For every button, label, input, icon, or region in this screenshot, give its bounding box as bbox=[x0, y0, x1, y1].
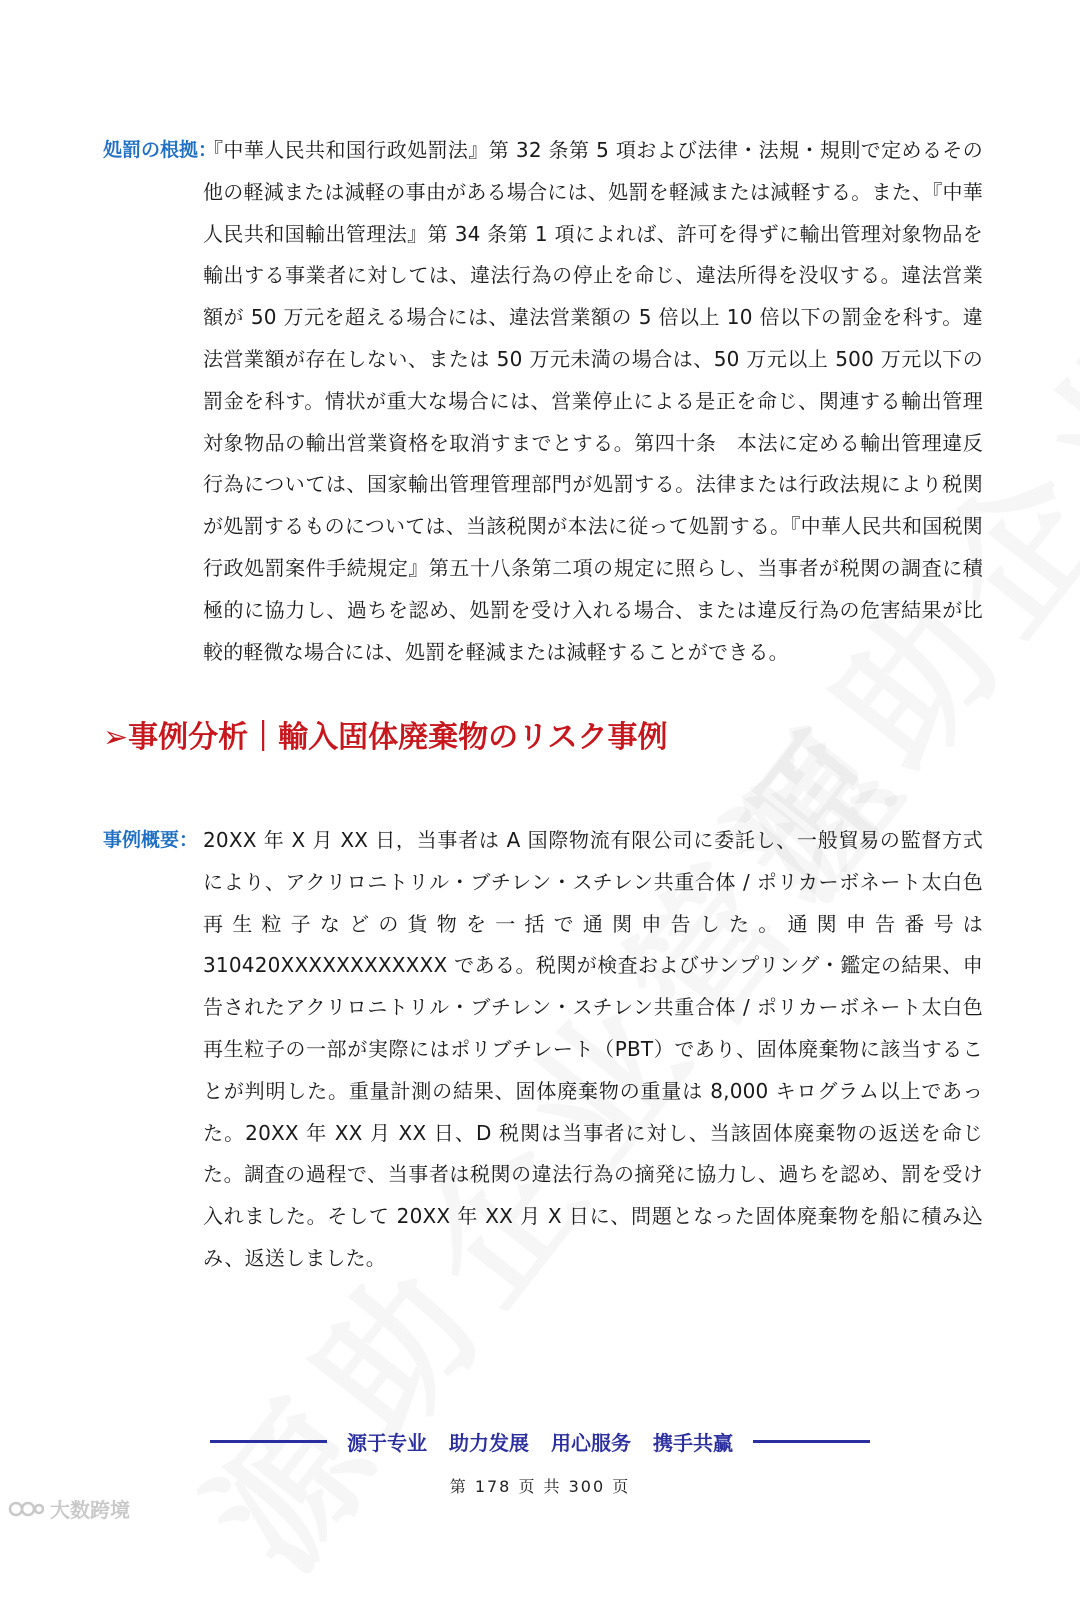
slogan-item: 源于专业 bbox=[347, 1430, 427, 1455]
penalty-basis-label: 処罰の根拠： bbox=[103, 139, 218, 161]
brand-name: 大数跨境 bbox=[50, 1498, 130, 1522]
slogan-item: 携手共赢 bbox=[653, 1430, 733, 1455]
penalty-basis-text: 『中華人民共和国行政処罰法』第 32 条第 5 項および法律・法規・規則で定めるその他の軽減または減軽の事由がある場合には、処罰を軽減または減軽する。また、『中華人民共和国輸出管理法』第 34 条第 1 項によれば、許可を得ずに輸出管理対象物品を輸出する事業者に対しては、違法行為の停止を命じ、違法所得を没収する。違法営業額が 50 万元を超える場合には、違法営業額の 5 倍以上 10 倍以下の罰金を科す。違法営業額が存在しない、または 50 万元未満の場合は、50 万元以上 500 万元以下の罰金を科す。情状が重大な場合には、営業停止による是正を命じ、関連する輸出管理対象物品の輸出営業資格を取消すまでとする。第四十条 本法に定める輸出管理違反行為については、国家輸出管理管理部門が処罰する。法律または行政法規により税関が処罰するものについては、当該税関が本法に従って処罰する。『中華人民共和国税関行政処罰案件手続規定』第五十八条第二項の規定に照らし、当事者が税関の調査に積極的に協力し、過ちを認め、処罰を受け入れる場合、または違反行為の危害結果が比較的軽微な場合には、処罰を軽減または減軽することができる。 bbox=[203, 138, 983, 664]
slogan-list bbox=[347, 1427, 733, 1456]
slogan-item: 用心服务 bbox=[551, 1430, 631, 1455]
penalty-basis-section bbox=[103, 130, 983, 673]
brand-logo-icon bbox=[8, 1498, 44, 1520]
brand-mark bbox=[8, 1494, 130, 1523]
case-summary-text: 20XX 年 X 月 XX 日，当事者は A 国際物流有限公司に委託し、一般貿易の監督方式により、アクリロニトリル・ブチレン・スチレン共重合体 / ポリカーボネート太白色再生粒子などの貨物を一括で通関申告した。通関申告番号は 310420XXXXXXXXXXXX である。税関が検査およびサンプリング・鑑定の結果、申告されたアクリロニトリル・ブチレン・スチレン共重合体 / ポリカーボネート太白色再生粒子の一部が実際にはポリブチレート（PBT）であり、固体廃棄物に該当することが判明した。重量計測の結果、固体廃棄物の重量は 8,000 キログラム以上であった。20XX 年 XX 月 XX 日、D 税関は当事者に対し、当該固体廃棄物の返送を命じた。調査の過程で、当事者は税関の違法行為の摘発に協力し、過ちを認め、罰を受け入れました。そして 20XX 年 XX 月 X 日に、問題となった固体廃棄物を船に積み込み、返送しました。 bbox=[203, 828, 983, 1270]
page-number: 第 178 页 共 300 页 bbox=[449, 1477, 631, 1496]
footer-divider-left bbox=[210, 1440, 327, 1443]
slogan-item: 助力发展 bbox=[449, 1430, 529, 1455]
footer-divider-right bbox=[753, 1440, 870, 1443]
case-summary-label: 事例概要： bbox=[103, 829, 199, 851]
footer-slogan bbox=[0, 1423, 1080, 1459]
case-analysis-heading: ➢事例分析｜輸入固体廃棄物のリスク事例 bbox=[103, 720, 668, 755]
case-summary-section bbox=[103, 820, 983, 1280]
